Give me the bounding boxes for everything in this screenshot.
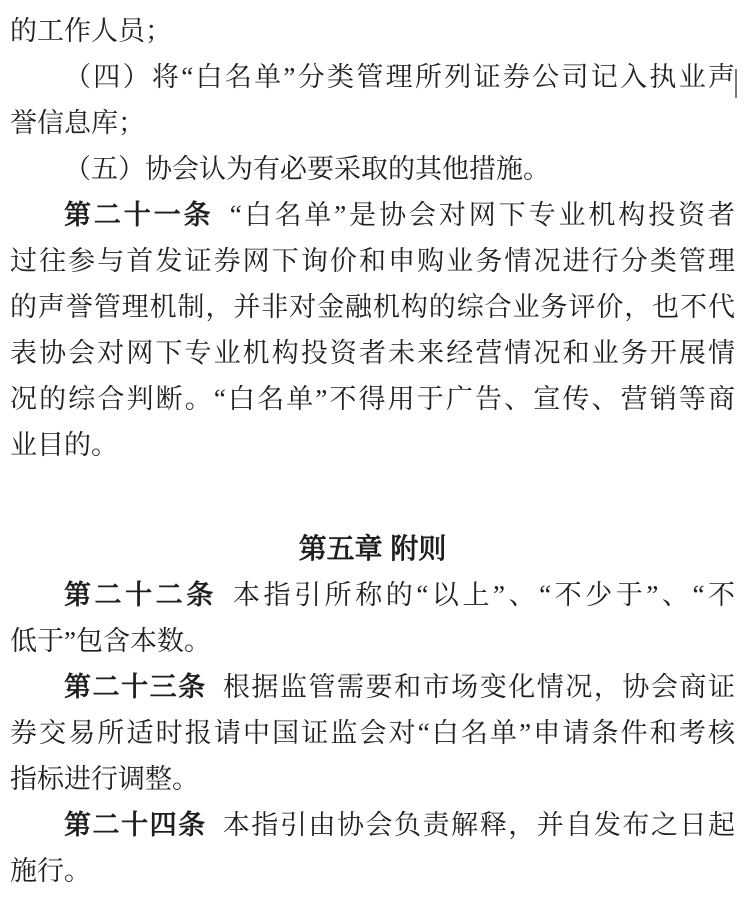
article-text: 根据监管需要和市场变化情况，协会商证	[222, 672, 735, 702]
text-line: 指标进行调整。	[10, 764, 199, 794]
article-number: 第二十四条	[64, 810, 207, 840]
text-line: 的声誉管理机制，并非对金融机构的综合业务评价，也不代	[10, 292, 735, 322]
text-line: 施行。	[10, 856, 91, 886]
text-line	[10, 192, 735, 238]
article-number: 第二十一条	[64, 200, 214, 230]
section-spacer	[10, 468, 735, 526]
article-number: 第二十二条	[64, 580, 217, 610]
text-line: 低于”包含本数。	[10, 626, 211, 656]
text-cursor-icon	[735, 69, 737, 98]
text-line: 的工作人员；	[10, 16, 172, 46]
text-line: 过往参与首发证券网下询价和申购业务情况进行分类管理	[10, 246, 735, 276]
chapter-heading: 第五章 附则	[298, 533, 447, 564]
text-line: 业目的。	[10, 430, 118, 460]
article-text: “白名单”是协会对网下专业机构投资者	[229, 200, 735, 230]
article-text: 本指引由协会负责解释，并自发布之日起	[222, 810, 735, 840]
text-line: 表协会对网下专业机构投资者未来经营情况和业务开展情	[10, 338, 735, 368]
text-line: 誉信息库；	[10, 108, 145, 138]
text-line: （五）协会认为有必要采取的其他措施。	[64, 154, 550, 184]
text-line	[10, 664, 735, 710]
text-line	[10, 802, 735, 848]
text-line: 券交易所适时报请中国证监会对“白名单”申请条件和考核	[10, 718, 735, 748]
text-line	[10, 572, 735, 618]
text-line: （四）将“白名单”分类管理所列证券公司记入执业声	[64, 62, 735, 92]
text-line: 况的综合判断。“白名单”不得用于广告、宣传、营销等商	[10, 384, 735, 414]
article-text: 本指引所称的“以上”、“不少于”、“不	[233, 580, 735, 610]
article-number: 第二十三条	[64, 672, 207, 702]
